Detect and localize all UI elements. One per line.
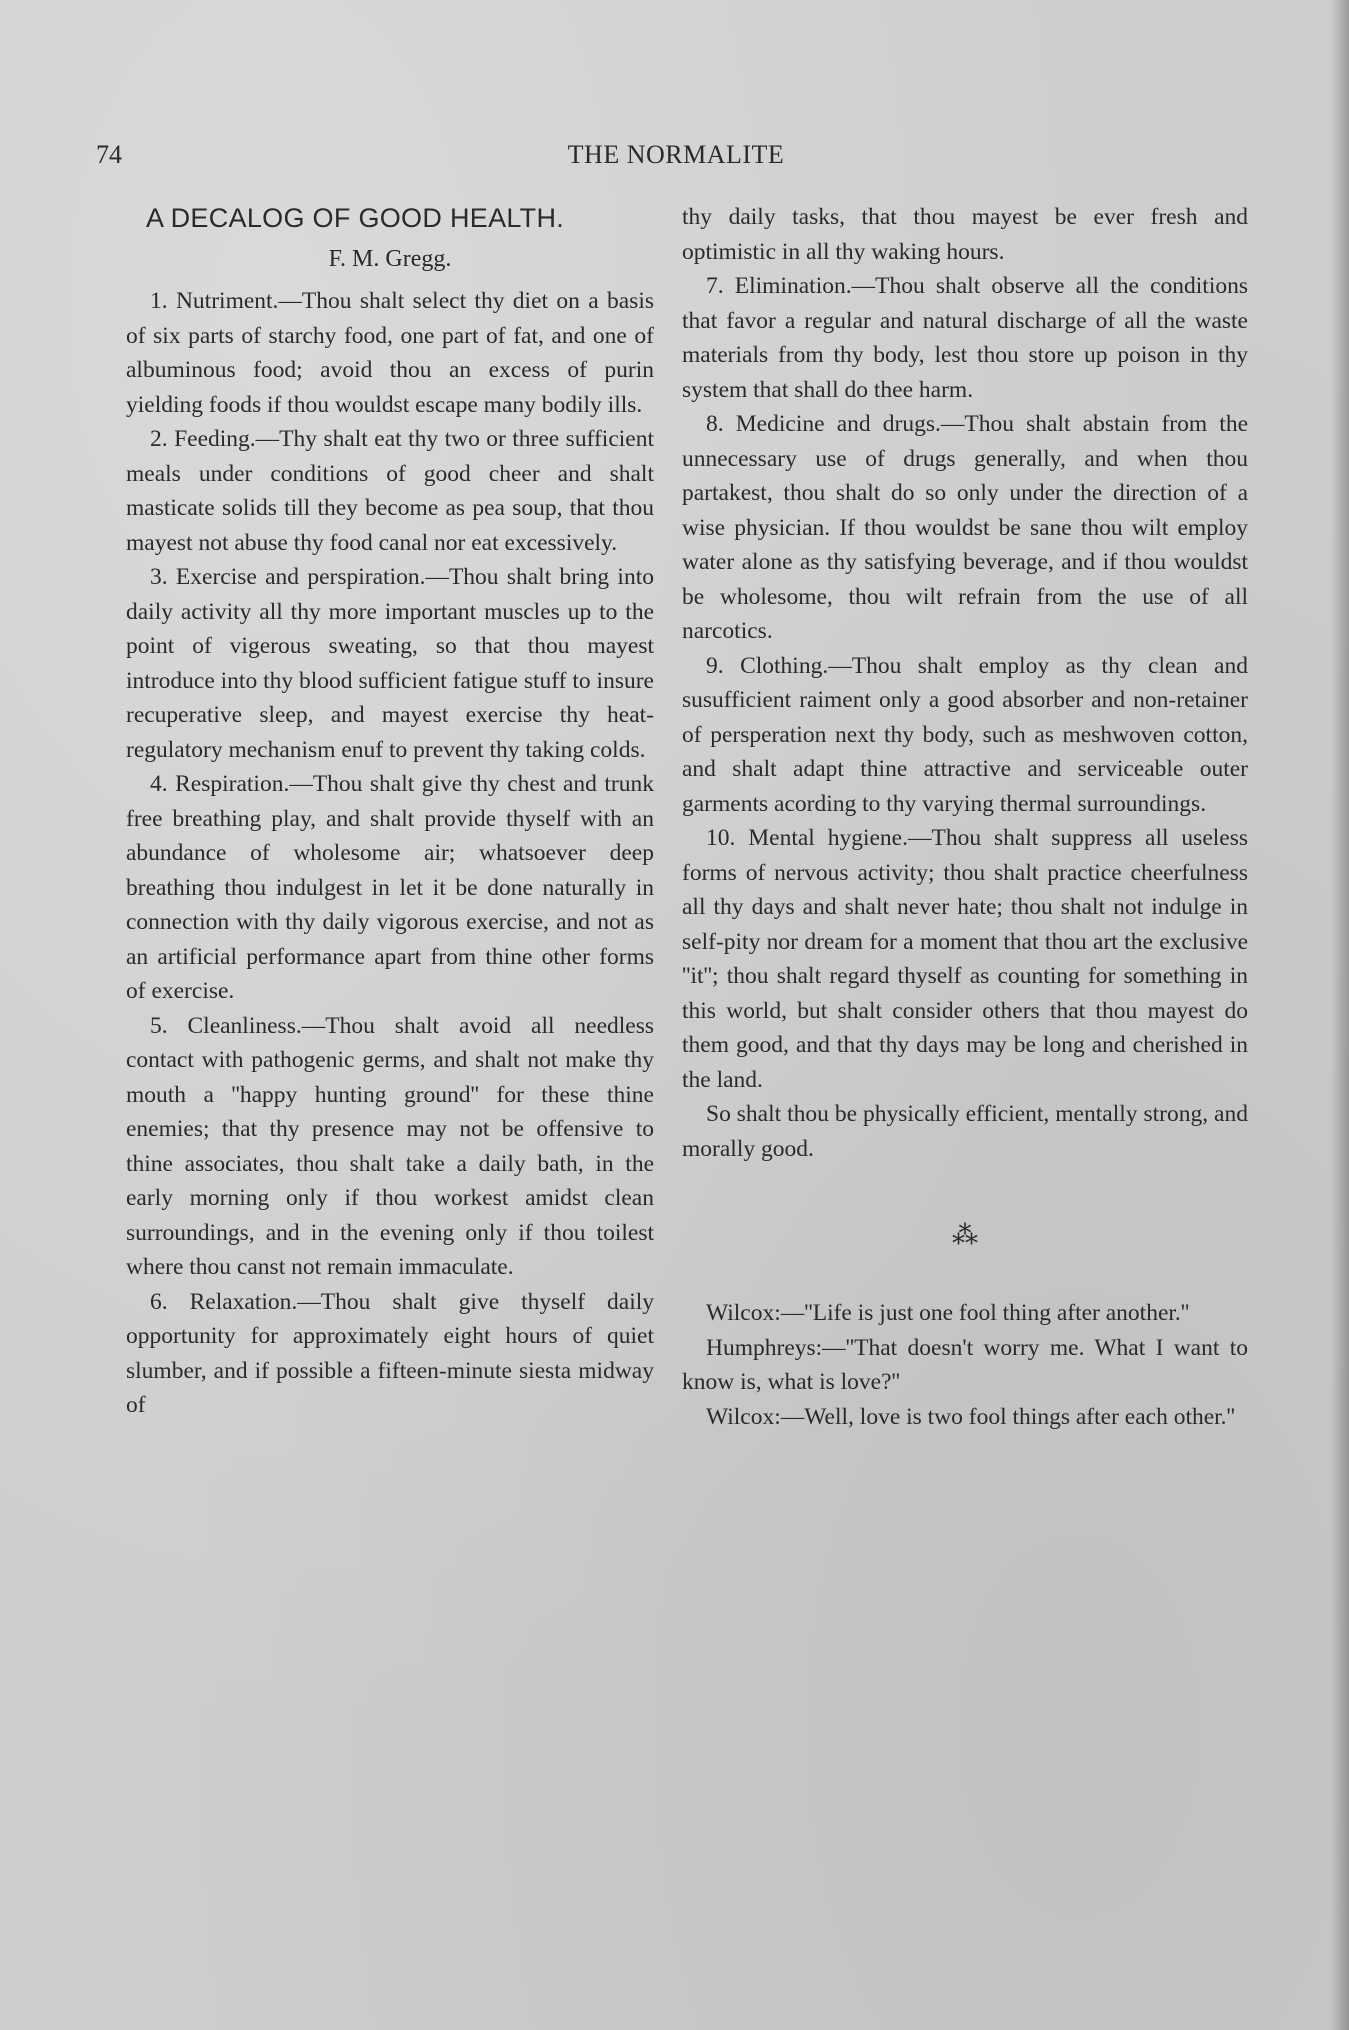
dialogue-line: Humphreys:—''That doesn't worry me. What I want to know is, what is love?'' [682, 1334, 1248, 1395]
paragraph-clothing: 9. Clothing.—Thou shalt employ as thy clean and susufficient raiment only a good absorber and non-retainer of persperation next thy body, such as meshwoven cotton, and shalt adapt thine attractive and serviceable outer garments acording to thy varying thermal surroundings. [682, 652, 1248, 817]
section-ornament: ⁂ [952, 1221, 978, 1250]
paragraph-feeding: 2. Feeding.—Thy shalt eat thy two or three sufficient meals under conditions of good cheer and shalt masticate solids till they become as pea soup, that thou mayest not abuse thy food canal nor eat excessively. [126, 426, 654, 556]
article-title: A DECALOG OF GOOD HEALTH. [146, 203, 565, 233]
paragraph-mental-hygiene: 10. Mental hygiene.—Thou shalt suppress all useless forms of nervous activity; thou shalt practice cheerfulness all thy days and shalt never hate; thou shalt not indulge in self-pity nor dream for a moment that thou art the exclusive ''it''; thou shalt regard thyself as counting for something in this world, but shalt consider others that thou mayest do them good, and that thy days may be long and cherished in the land. [682, 825, 1248, 1093]
paragraph-relaxation-continued: thy daily tasks, that thou mayest be ever fresh and optimistic in all thy waking hours. [682, 204, 1248, 265]
page-number: 74 [96, 140, 122, 169]
dialogue-section [682, 1296, 1248, 1434]
paragraph-respiration: 4. Respiration.—Thou shalt give thy chest and trunk free breathing play, and shalt provide thyself with an abundance of wholesome air; whatsoever deep breathing thou indulgest in let it be done naturally in connection with thy daily vigorous exercise, and not as an artificial performance apart from thine other forms of exercise. [126, 771, 654, 1004]
page-header [96, 140, 1256, 180]
left-column [126, 200, 654, 1423]
paragraph-elimination: 7. Elimination.—Thou shalt observe all the conditions that favor a regular and natural discharge of all the waste materials from thy body, lest thou store up poison in thy system that shall do thee harm. [682, 273, 1248, 403]
paragraph-medicine: 8. Medicine and drugs.—Thou shalt abstain from the unnecessary use of drugs generally, and when thou partakest, thou shalt do so only under the direction of a wise physician. If thou wouldst be sane thou wilt employ water alone as thy satisfying beverage, and if thou wouldst be wholesome, thou wilt refrain from the use of all narcotics. [682, 411, 1248, 644]
paragraph-nutriment: 1. Nutriment.—Thou shalt select thy diet on a basis of six parts of starchy food, one part of fat, and one of albuminous food; avoid thou an excess of purin yielding foods if thou wouldst escape many bodily ills. [126, 288, 654, 418]
paragraph-cleanliness: 5. Cleanliness.—Thou shalt avoid all needless contact with pathogenic germs, and shalt not make thy mouth a ''happy hunting ground'' for these thine enemies; that thy presence may not be offensive to thine associates, thou shalt take a daily bath, in the early morning only if thou workest amidst clean surroundings, and in the evening only if thou toilest where thou canst not remain immaculate. [126, 1012, 654, 1280]
dialogue-line: Wilcox:—''Life is just one fool thing after another.'' [706, 1300, 1190, 1326]
paragraph-conclusion: So shalt thou be physically efficient, mentally strong, and morally good. [682, 1101, 1248, 1162]
paragraph-exercise: 3. Exercise and perspiration.—Thou shalt bring into daily activity all thy more important muscles up to the point of vigerous sweating, so that thou mayest introduce into thy blood sufficient fatigue stuff to insure recuperative sleep, and mayest exercise thy heat-regulatory mechanism enuf to prevent thy taking colds. [126, 564, 654, 763]
dialogue-line: Wilcox:—Well, love is two fool things after each other.'' [706, 1403, 1236, 1430]
right-column [682, 200, 1248, 1434]
running-title: THE NORMALITE [567, 140, 785, 169]
page-edge-shadow [1331, 0, 1349, 2030]
article-author: F. M. Gregg. [328, 246, 452, 272]
paragraph-relaxation: 6. Relaxation.—Thou shalt give thyself daily opportunity for approximately eight hours of quiet slumber, and if possible a fifteen-minute siesta midway of [126, 1288, 654, 1418]
